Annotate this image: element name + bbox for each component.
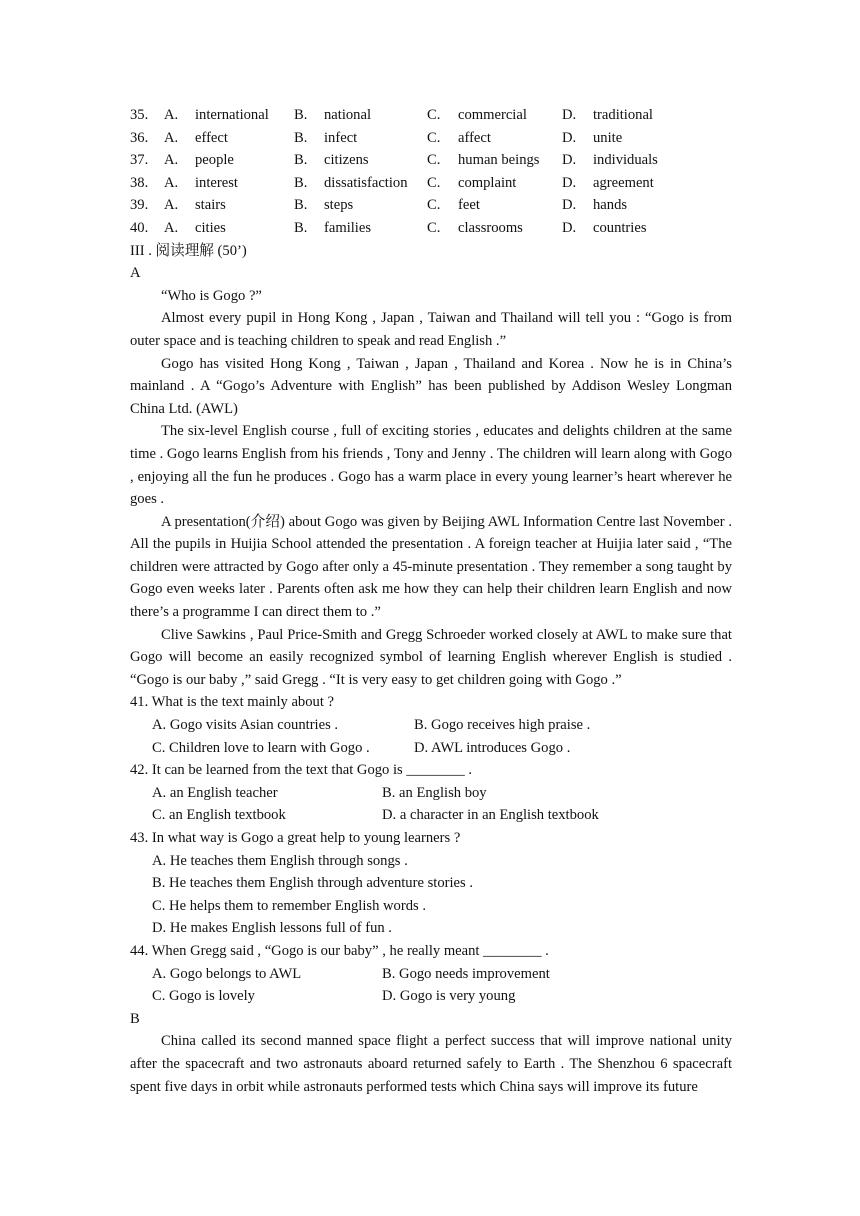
option-d: countries: [593, 219, 647, 236]
option-letter: A.: [164, 107, 179, 123]
choice-c: C. Children love to learn with Gogo .: [152, 739, 370, 756]
option-a: people: [195, 152, 234, 169]
choice-b: B. Gogo needs improvement: [382, 965, 550, 982]
passage-a-label: A: [130, 265, 141, 282]
option-b: national: [324, 107, 372, 123]
question-number: 39.: [130, 197, 149, 214]
option-letter: B.: [294, 174, 308, 191]
option-letter: B.: [294, 219, 308, 236]
choice-d: D. AWL introduces Gogo .: [414, 739, 571, 756]
option-b: infect: [324, 129, 358, 146]
question-number: 37.: [130, 152, 149, 169]
question-41: [130, 691, 732, 759]
choice-b: B. Gogo receives high praise .: [414, 717, 591, 734]
option-letter: C.: [427, 174, 441, 191]
option-letter: B.: [294, 152, 308, 169]
choice-c: C. an English textbook: [152, 807, 286, 824]
passage-b-paragraph: China called its second manned space flight a perfect success that will improve national unity after the spacecraft and two astronauts aboard returned safely to Earth . The Shenzhou 6 spacecraft spent five days in orbit while astronauts performed tests which China says will improve its future: [130, 1033, 732, 1095]
passage-paragraph: The six-level English course , full of exciting stories , educates and delights children at the same time . Gogo learns English from his friends , Tony and Jenny . The children will learn along with Gogo , enjoying all the fun he produces . Gogo has a warm place in every young learner’s heart wherever he goes .: [130, 423, 732, 508]
option-letter: D.: [562, 219, 577, 236]
option-b: citizens: [324, 152, 369, 169]
question-stem: 43. In what way is Gogo a great help to young learners ?: [130, 830, 461, 846]
option-letter: D.: [562, 174, 577, 191]
option-a: stairs: [195, 197, 226, 214]
option-letter: B.: [294, 129, 308, 146]
option-letter: A.: [164, 152, 179, 169]
option-c: feet: [458, 197, 480, 214]
cloze-options-table: [130, 104, 732, 240]
choice-a: A. Gogo visits Asian countries .: [152, 717, 339, 734]
choice-a: A. He teaches them English through songs .: [152, 852, 408, 869]
choice-d: D. He makes English lessons full of fun .: [152, 920, 392, 937]
passage-paragraph: A presentation(介绍) about Gogo was given by Beijing AWL Information Centre last November . All the pupils in Huijia School attended the presentation . A foreign teacher at Huijia later said , “The children were attracted by Gogo after only a 45-minute presentation . They remember a song taught by Gogo even weeks later . Parents often ask me how they can help their children learn English and now there’s a programme I can direct them to .”: [130, 513, 732, 621]
choice-a: A. Gogo belongs to AWL: [152, 965, 302, 982]
cloze-option-row: [130, 149, 732, 172]
passage-paragraph: Almost every pupil in Hong Kong , Japan , Taiwan and Thailand will tell you : “Gogo is from outer space and is teaching children to speak and read English .”: [130, 310, 732, 349]
option-letter: D.: [562, 107, 577, 123]
choice-a: A. an English teacher: [152, 784, 278, 801]
question-number: 36.: [130, 129, 149, 146]
option-d: hands: [593, 197, 628, 214]
passage-b-label: B: [130, 1010, 140, 1027]
option-a: interest: [195, 174, 238, 191]
option-c: complaint: [458, 174, 517, 191]
exam-page: [130, 104, 732, 1098]
option-letter: A.: [164, 219, 179, 236]
choice-c: C. He helps them to remember English words .: [152, 897, 426, 914]
option-d: individuals: [593, 152, 658, 169]
cloze-option-row: [130, 127, 732, 150]
option-letter: C.: [427, 219, 441, 236]
option-c: commercial: [458, 107, 527, 123]
option-letter: B.: [294, 107, 308, 123]
option-letter: C.: [427, 152, 441, 169]
option-a: international: [195, 107, 269, 123]
passage-paragraph: Clive Sawkins , Paul Price-Smith and Gregg Schroeder worked closely at AWL to make sure that Gogo will become an easily recognized symbol of learning English wherever English is studied . “Gogo is our baby ,” said Gregg . “It is very easy to get children going with Gogo .”: [130, 626, 732, 688]
choice-b: B. He teaches them English through adventure stories .: [152, 875, 473, 892]
choice-c: C. Gogo is lovely: [152, 988, 255, 1005]
passage-paragraph: Gogo has visited Hong Kong , Taiwan , Japan , Thailand and Korea . Now he is in China’s mainland . A “Gogo’s Adventure with English” has been published by Addison Wesley Longman China Ltd. (AWL): [130, 355, 732, 417]
passage-paragraph: “Who is Gogo ?”: [161, 287, 262, 304]
option-d: unite: [593, 129, 623, 146]
option-letter: C.: [427, 107, 441, 123]
question-stem: 44. When Gregg said , “Gogo is our baby” , he really meant ________ .: [130, 942, 549, 959]
choice-b: B. an English boy: [382, 784, 487, 801]
option-letter: A.: [164, 174, 179, 191]
question-stem: 41. What is the text mainly about ?: [130, 694, 334, 711]
choice-d: D. a character in an English textbook: [382, 807, 599, 824]
question-number: 40.: [130, 219, 149, 236]
option-a: effect: [195, 129, 228, 146]
option-letter: C.: [427, 197, 441, 214]
option-b: families: [324, 219, 372, 236]
option-letter: A.: [164, 129, 179, 146]
cloze-option-row: [130, 194, 732, 217]
option-c: affect: [458, 129, 491, 146]
question-44: [130, 940, 732, 1008]
option-a: cities: [195, 219, 226, 236]
cloze-option-row: [130, 104, 732, 127]
option-d: traditional: [593, 107, 653, 123]
cloze-option-row: [130, 217, 732, 240]
question-number: 35.: [130, 107, 149, 123]
option-b: steps: [324, 197, 354, 214]
option-b: dissatisfaction: [324, 174, 408, 191]
option-letter: D.: [562, 152, 577, 169]
choice-d: D. Gogo is very young: [382, 988, 516, 1005]
option-letter: A.: [164, 197, 179, 214]
option-c: classrooms: [458, 219, 523, 236]
option-letter: D.: [562, 197, 577, 214]
passage-a: [130, 285, 732, 692]
option-letter: B.: [294, 197, 308, 214]
section-heading: III . 阅读理解 (50’): [130, 242, 247, 259]
question-42: [130, 759, 732, 827]
option-c: human beings: [458, 152, 540, 169]
question-number: 38.: [130, 174, 149, 191]
question-43: [130, 827, 732, 940]
option-letter: C.: [427, 129, 441, 146]
cloze-option-row: [130, 172, 732, 195]
option-d: agreement: [593, 174, 654, 191]
question-stem: 42. It can be learned from the text that Gogo is ________ .: [130, 762, 473, 779]
option-letter: D.: [562, 129, 577, 146]
